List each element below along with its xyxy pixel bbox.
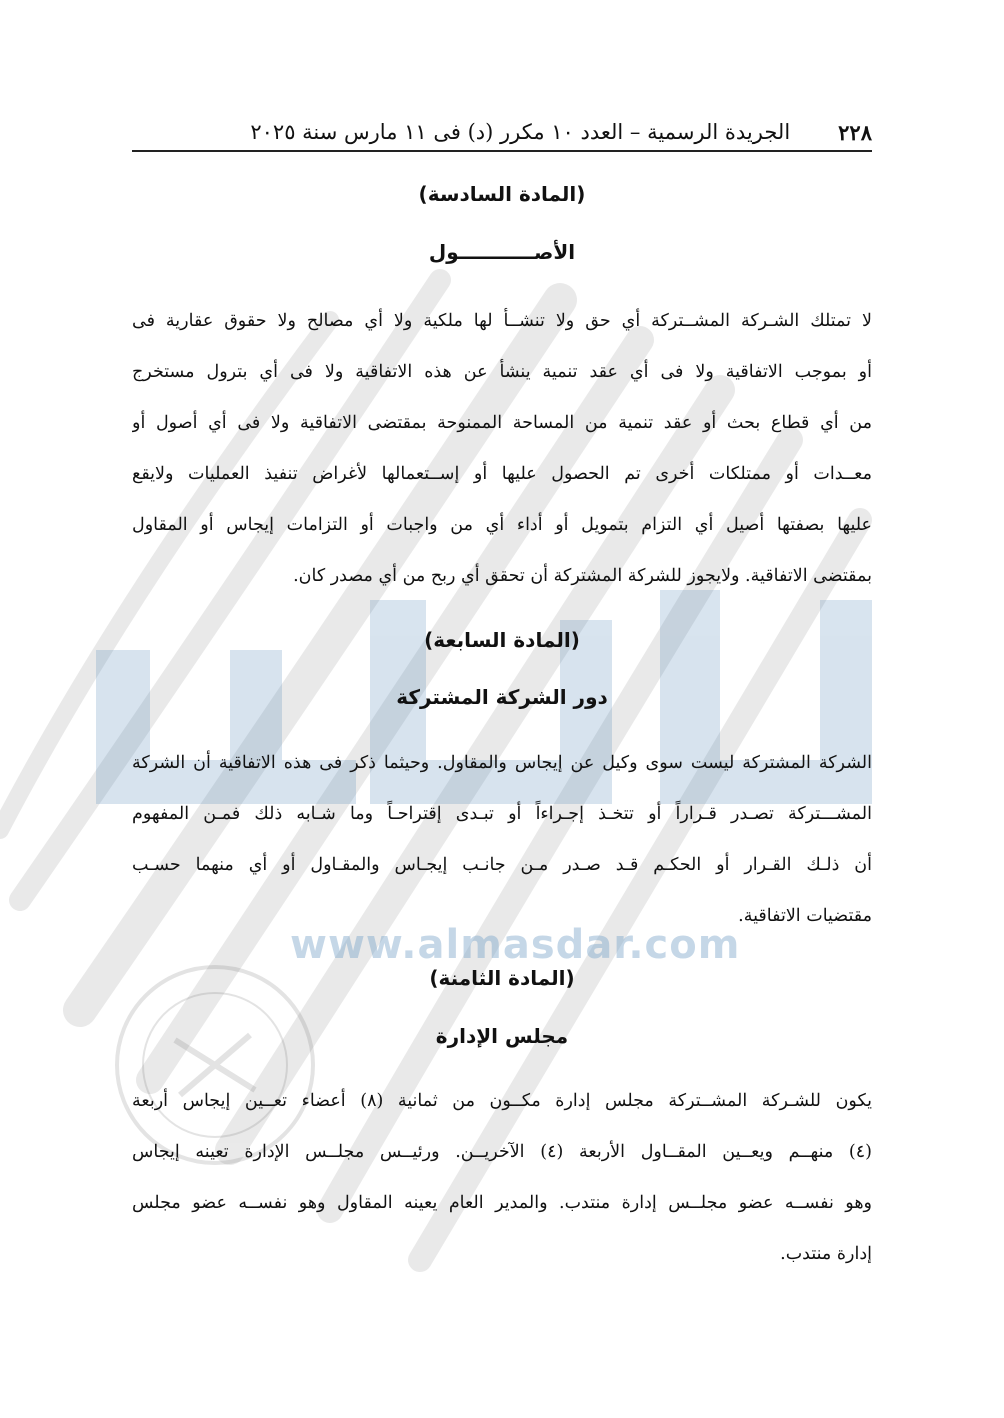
watermark-url: www.almasdar.com [290, 922, 741, 968]
paragraph-line: عليها بصفتها أصيل أي التزام بتمويل أو أداء أي من واجبات أو التزامات إيجاس أو المقاول [132, 515, 872, 535]
page-header [132, 114, 872, 152]
paragraph [132, 1076, 872, 1280]
paragraph-line: وهو نفســه عضو مجلــس إدارة منتدب. والمدير العام يعينه المقاول وهو نفســه عضو مجلس [132, 1193, 872, 1213]
section-heading: الأصـــــــــــول [428, 240, 576, 264]
paragraph-line: الشركة المشتركة ليست سوى وكيل عن إيجاس والمقاول. وحيثما ذكر فى هذه الاتفاقية أن الشركة [132, 753, 872, 773]
paragraph [132, 296, 872, 602]
header-title: الجريدة الرسمية – العدد ١٠ مكرر (د) فى ١١ مارس سنة ٢٠٢٥ [250, 120, 791, 144]
paragraph-line: أن ذلـك القـرار أو الحكـم قـد صـدر مـن جانـب إيجـاس والمقـاول أو أي منهما حسـب [132, 855, 872, 875]
paragraph-line: إدارة منتدب. [780, 1244, 872, 1264]
paragraph [132, 738, 872, 942]
paragraph-line: من أي قطاع بحث أو عقد تنمية من المساحة الممنوحة بمقتضى الاتفاقية ولا فى أي أصول أو [132, 413, 872, 433]
paragraph-line: مقتضيات الاتفاقية. [738, 906, 872, 926]
paragraph-line: معــدات أو ممتلكات أخرى تم الحصول عليها أو إســتعمالها لأغراض تنفيذ العمليات ولايقع [132, 464, 872, 484]
article-title: (المادة الثامنة) [429, 966, 575, 990]
paragraph-line: (٤) منهــم ويعــين المقــاول الأربعة (٤) الآخريــن. ورئيــس مجلــس الإدارة تعينه إيجاس [132, 1142, 872, 1162]
paragraph-line: المشـــتركة تصـدر قـراراً أو تتخـذ إجـراءاً أو تبـدى إقتراحـاً وما شـابه ذلك فمـن المفهوم [132, 804, 872, 824]
paragraph-line: أو بموجب الاتفاقية ولا فى أي عقد تنمية ينشأ عن هذه الاتفاقية ولا فى أي بترول مستخرج [132, 362, 872, 382]
article-title: (المادة السادسة) [418, 182, 586, 206]
paragraph-line: لا تمتلك الشـركة المشــتركة أي حق ولا تنشــأ لها ملكية ولا أي مصالح ولا حقوق عقارية فى [132, 311, 872, 331]
paragraph-line: بمقتضى الاتفاقية. ولايجوز للشركة المشتركة أن تحقق أي ربح من أي مصدر كان. [293, 566, 872, 586]
section-heading: مجلس الإدارة [435, 1024, 569, 1048]
section-heading: دور الشركة المشتركة [396, 685, 608, 709]
page-number: ٢٢٨ [838, 119, 872, 145]
article-title: (المادة السابعة) [424, 628, 580, 652]
paragraph-line: يكون للشـركة المشــتركة مجلس إدارة مكــون من ثمانية (٨) أعضاء تعــين إيجاس أربعة [132, 1091, 872, 1111]
